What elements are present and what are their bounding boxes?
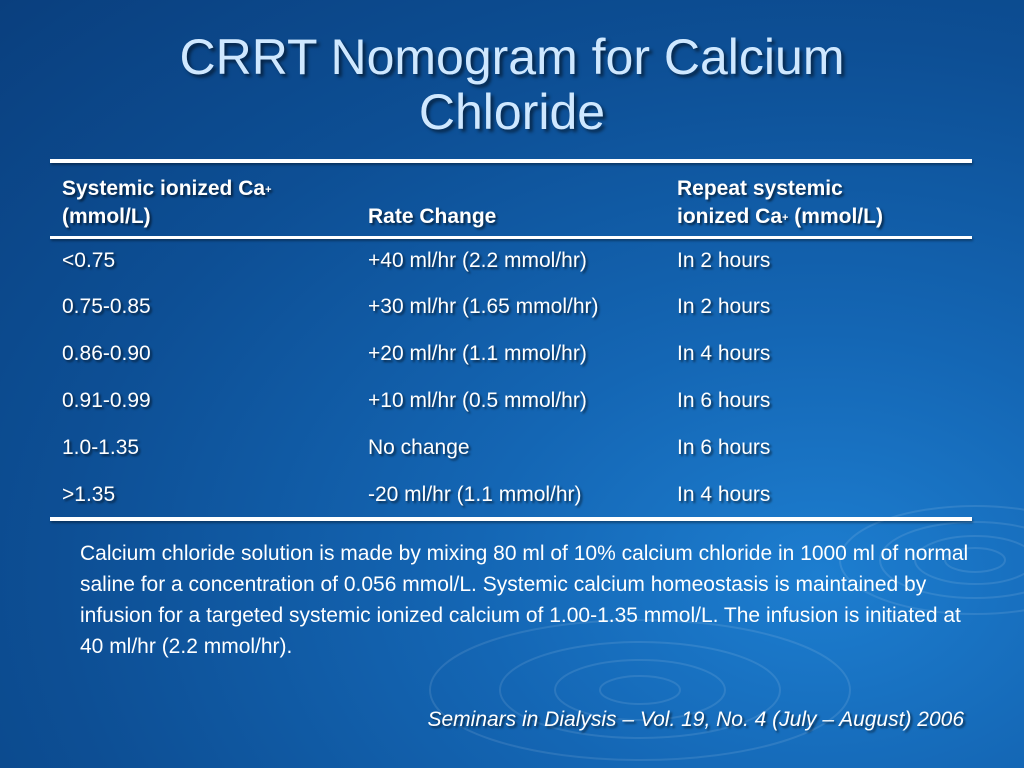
cell-repeat-interval: In 2 hours — [677, 295, 771, 318]
cell-rate-change: +10 ml/hr (0.5 mmol/hr) — [368, 389, 587, 412]
cell-ca-range: 1.0-1.35 — [62, 436, 140, 459]
cell-rate-change: -20 ml/hr (1.1 mmol/hr) — [368, 483, 582, 506]
preparation-note: Calcium chloride solution is made by mixing 80 ml of 10% calcium chloride in 1000 ml of normal saline for a concentration of 0.056 mmol/L. Systemic calcium homeostasis is maintained by infusion for a targeted systemic ionized calcium of 1.00-1.35 mmol/L. The infusion is initiated at 40 ml/hr (2.2 mmol/hr). — [80, 542, 969, 658]
header-col3-line1: Repeat systemic — [677, 177, 843, 200]
cell-ca-range: <0.75 — [62, 249, 116, 272]
header-rate-change: Rate Change — [368, 205, 497, 228]
cell-ca-range: 0.91-0.99 — [62, 389, 151, 412]
cell-repeat-interval: In 6 hours — [677, 436, 771, 459]
page-title — [40, 30, 984, 140]
cell-repeat-interval: In 4 hours — [677, 342, 771, 365]
cell-repeat-interval: In 4 hours — [677, 483, 771, 506]
cell-repeat-interval: In 6 hours — [677, 389, 771, 412]
cell-ca-range: >1.35 — [62, 483, 116, 506]
header-col3-line2a: ionized Ca — [677, 205, 783, 228]
header-col1-line2: (mmol/L) — [62, 205, 151, 228]
header-col1-line1: Systemic ionized Ca — [62, 177, 266, 200]
header-systemic-ionized-ca — [62, 175, 272, 231]
table-top-rule — [50, 159, 972, 163]
cell-rate-change: No change — [368, 436, 470, 459]
table-bottom-rule — [50, 517, 972, 521]
header-repeat-systemic — [677, 175, 883, 231]
header-col1-sup: + — [265, 184, 272, 196]
cell-ca-range: 0.86-0.90 — [62, 342, 151, 365]
cell-rate-change: +20 ml/hr (1.1 mmol/hr) — [368, 342, 587, 365]
title-line-1: CRRT Nomogram for Calcium — [179, 29, 845, 85]
header-col3-sup: + — [782, 212, 789, 224]
cell-rate-change: +40 ml/hr (2.2 mmol/hr) — [368, 249, 587, 272]
table-header-rule — [50, 236, 972, 239]
cell-ca-range: 0.75-0.85 — [62, 295, 151, 318]
title-line-2: Chloride — [418, 84, 606, 140]
header-col3-line2b: (mmol/L) — [788, 205, 883, 228]
cell-rate-change: +30 ml/hr (1.65 mmol/hr) — [368, 295, 599, 318]
cell-repeat-interval: In 2 hours — [677, 249, 771, 272]
source-citation: Seminars in Dialysis – Vol. 19, No. 4 (July – August) 2006 — [427, 708, 964, 731]
